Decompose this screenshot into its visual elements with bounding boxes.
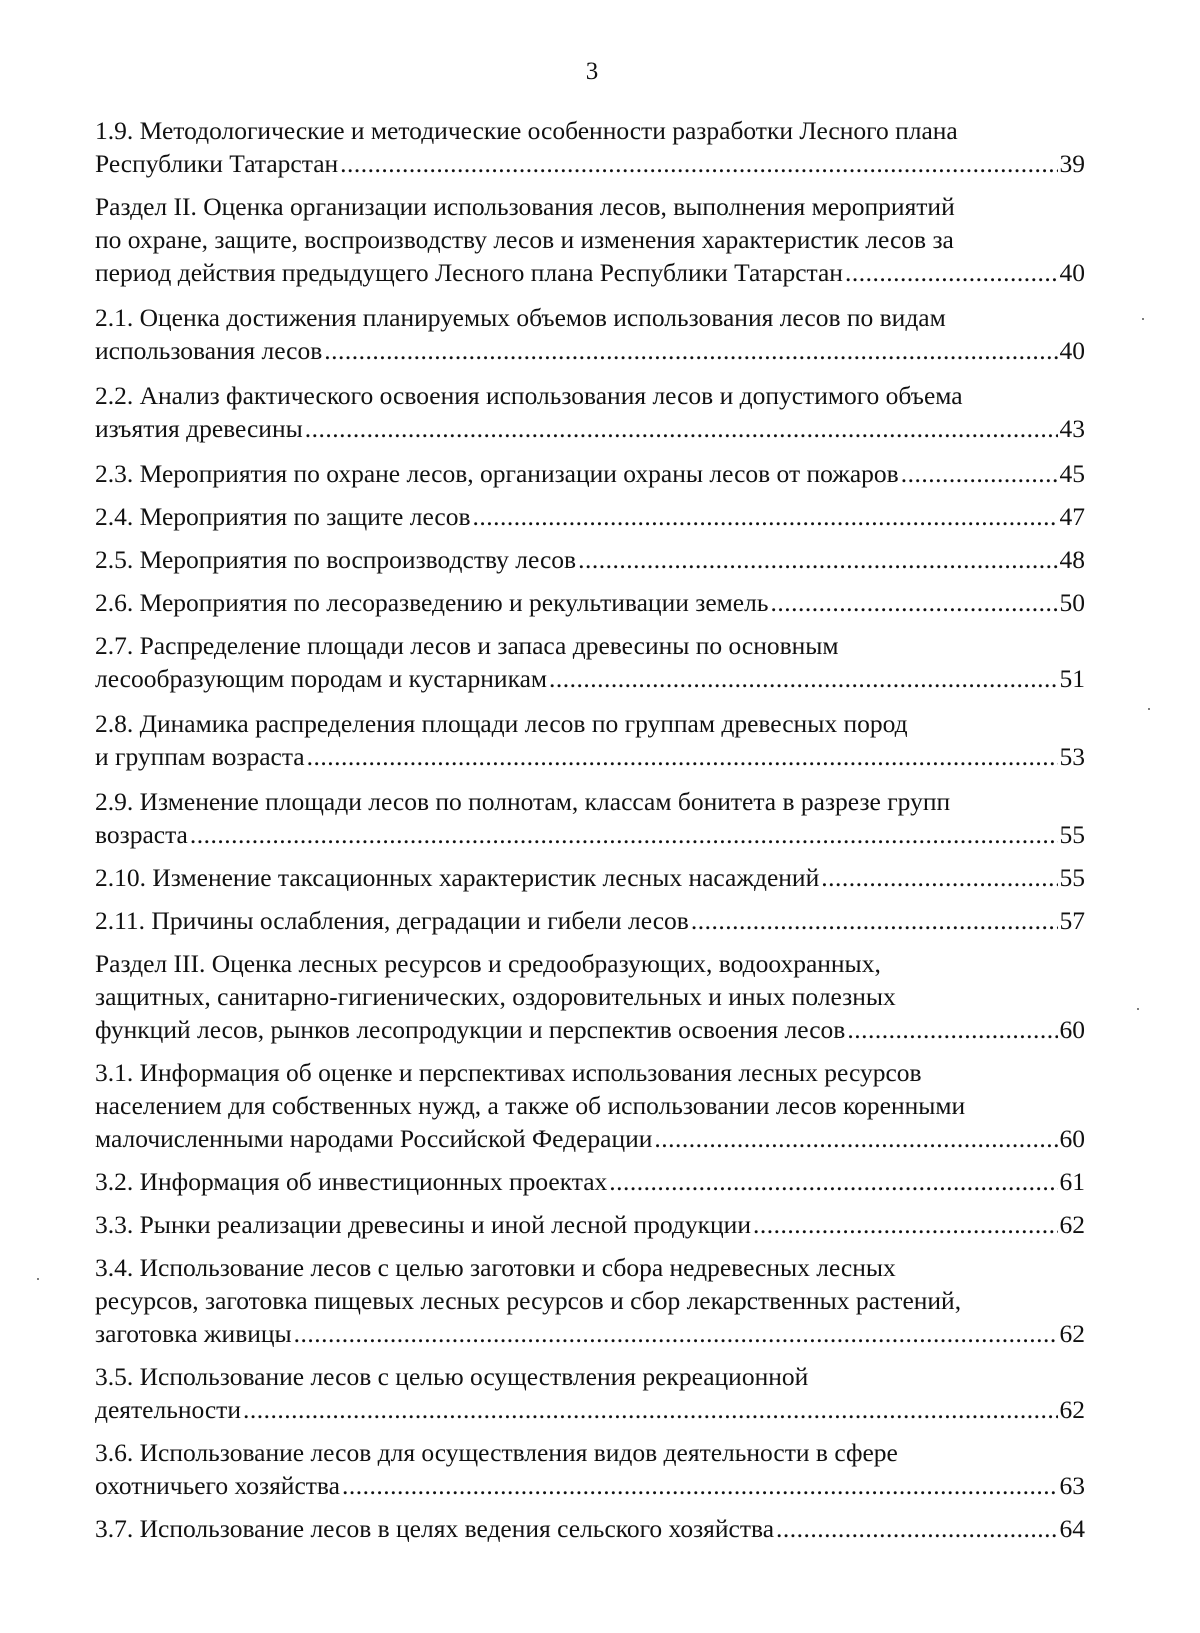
toc-entry-line: период действия предыдущего Лесного плана Республики Татарстан bbox=[95, 258, 843, 287]
dot-leader bbox=[549, 662, 1057, 695]
toc-page-number: 39 bbox=[1059, 149, 1085, 178]
scan-speck bbox=[1137, 1008, 1139, 1010]
toc-page-number: 55 bbox=[1059, 863, 1085, 892]
toc-entry-line: 3.1. Информация об оценке и перспективах использования лесных ресурсов bbox=[95, 1058, 922, 1087]
toc-page-number: 43 bbox=[1059, 414, 1085, 443]
toc-page-number: 63 bbox=[1059, 1471, 1085, 1500]
toc-entry bbox=[95, 457, 1085, 490]
toc-page-number: 40 bbox=[1059, 336, 1085, 365]
dot-leader bbox=[654, 1122, 1057, 1155]
dot-leader bbox=[243, 1393, 1058, 1426]
toc-page-number: 61 bbox=[1059, 1167, 1085, 1196]
toc-entry bbox=[95, 1512, 1085, 1545]
dot-leader bbox=[294, 1317, 1058, 1350]
toc-entry bbox=[95, 301, 1085, 367]
toc-entry-line: малочисленными народами Российской Федерации bbox=[95, 1124, 653, 1153]
toc-entry-line: использования лесов bbox=[95, 336, 323, 365]
toc-page-number: 53 bbox=[1059, 742, 1085, 771]
toc-entry-line: населением для собственных нужд, а также об использовании лесов коренными bbox=[95, 1091, 966, 1120]
toc-entry-line: 3.2. Информация об инвестиционных проектах bbox=[95, 1167, 608, 1196]
toc-entry-line: 2.10. Изменение таксационных характеристик лесных насаждений bbox=[95, 863, 820, 892]
toc-page-number: 48 bbox=[1059, 545, 1085, 574]
toc-entry-line: по охране, защите, воспроизводству лесов и изменения характеристик лесов за bbox=[95, 225, 954, 254]
toc-entry bbox=[95, 379, 1085, 445]
toc-page-number: 47 bbox=[1059, 502, 1085, 531]
toc-entry-line: защитных, санитарно-гигиенических, оздоровительных и иных полезных bbox=[95, 982, 896, 1011]
dot-leader bbox=[845, 256, 1058, 289]
toc-entry-line: 2.1. Оценка достижения планируемых объемов использования лесов по видам bbox=[95, 303, 946, 332]
toc-entry bbox=[95, 1208, 1085, 1241]
toc-entry-line: 2.11. Причины ослабления, деградации и гибели лесов bbox=[95, 906, 689, 935]
toc-entry bbox=[95, 785, 1085, 851]
toc-entry-line: изъятия древесины bbox=[95, 414, 303, 443]
toc-entry-line: и группам возраста bbox=[95, 742, 305, 771]
toc-entry bbox=[95, 1436, 1085, 1502]
toc-entry-line: 3.4. Использование лесов с целью заготовки и сбора недревесных лесных bbox=[95, 1253, 896, 1282]
toc-entry-line: лесообразующим породам и кустарникам bbox=[95, 664, 548, 693]
toc-entry-line: 2.8. Динамика распределения площади лесов по группам древесных пород bbox=[95, 709, 908, 738]
toc-entry-line: заготовка живицы bbox=[95, 1319, 292, 1348]
dot-leader bbox=[776, 1512, 1057, 1545]
toc-entry-line: 3.7. Использование лесов в целях ведения сельского хозяйства bbox=[95, 1514, 775, 1543]
dot-leader bbox=[307, 740, 1058, 773]
toc-entry-line: 3.3. Рынки реализации древесины и иной лесной продукции bbox=[95, 1210, 751, 1239]
page-number: 3 bbox=[585, 58, 599, 85]
toc-entry-line: деятельности bbox=[95, 1395, 241, 1424]
toc-entry bbox=[95, 500, 1085, 533]
dot-leader bbox=[901, 457, 1058, 490]
toc-entry-line: 1.9. Методологические и методические особенности разработки Лесного плана bbox=[95, 116, 958, 145]
toc-entry-line: 3.5. Использование лесов с целью осуществления рекреационной bbox=[95, 1362, 809, 1391]
toc-entry-line: 2.3. Мероприятия по охране лесов, организации охраны лесов от пожаров bbox=[95, 459, 899, 488]
toc-entry bbox=[95, 904, 1085, 937]
toc-page-number: 62 bbox=[1059, 1319, 1085, 1348]
toc-entry-line: ресурсов, заготовка пищевых лесных ресурсов и сбор лекарственных растений, bbox=[95, 1286, 962, 1315]
toc-entry-line: 2.6. Мероприятия по лесоразведению и рекультивации земель bbox=[95, 588, 769, 617]
toc-page-number: 64 bbox=[1059, 1514, 1085, 1543]
dot-leader bbox=[473, 500, 1058, 533]
toc-page-number: 55 bbox=[1059, 820, 1085, 849]
dot-leader bbox=[609, 1165, 1057, 1198]
dot-leader bbox=[847, 1013, 1057, 1046]
toc-page-number: 57 bbox=[1059, 906, 1085, 935]
dot-leader bbox=[691, 904, 1058, 937]
dot-leader bbox=[190, 818, 1058, 851]
toc-page-number: 40 bbox=[1059, 258, 1085, 287]
toc-entry-line: 3.6. Использование лесов для осуществления видов деятельности в сфере bbox=[95, 1438, 898, 1467]
dot-leader bbox=[821, 861, 1057, 894]
toc-entry-line: охотничьего хозяйства bbox=[95, 1471, 340, 1500]
dot-leader bbox=[753, 1208, 1058, 1241]
toc-entry bbox=[95, 947, 1085, 1046]
toc-entry bbox=[95, 114, 1085, 180]
toc-entry bbox=[95, 586, 1085, 619]
toc-entry-line: Раздел III. Оценка лесных ресурсов и средообразующих, водоохранных, bbox=[95, 949, 881, 978]
dot-leader bbox=[305, 412, 1058, 445]
dot-leader bbox=[324, 334, 1057, 367]
toc-entry bbox=[95, 1360, 1085, 1426]
toc-entry bbox=[95, 861, 1085, 894]
toc-entry bbox=[95, 1165, 1085, 1198]
toc-entry-line: возраста bbox=[95, 820, 188, 849]
table-of-contents bbox=[95, 104, 1085, 1545]
toc-entry bbox=[95, 1251, 1085, 1350]
toc-entry bbox=[95, 190, 1085, 289]
toc-page-number: 62 bbox=[1059, 1395, 1085, 1424]
toc-page-number: 45 bbox=[1059, 459, 1085, 488]
toc-entry bbox=[95, 1056, 1085, 1155]
toc-entry-line: 2.5. Мероприятия по воспроизводству лесов bbox=[95, 545, 577, 574]
scan-speck bbox=[1148, 708, 1150, 710]
toc-entry-line: 2.9. Изменение площади лесов по полнотам, классам бонитета в разрезе групп bbox=[95, 787, 951, 816]
scan-speck bbox=[1142, 318, 1144, 320]
toc-page-number: 62 bbox=[1059, 1210, 1085, 1239]
toc-entry-line: 2.4. Мероприятия по защите лесов bbox=[95, 502, 471, 531]
toc-entry-line: 2.7. Распределение площади лесов и запаса древесины по основным bbox=[95, 631, 839, 660]
toc-page-number: 60 bbox=[1059, 1124, 1085, 1153]
toc-entry bbox=[95, 543, 1085, 576]
toc-page-number: 60 bbox=[1059, 1015, 1085, 1044]
toc-page-number: 50 bbox=[1059, 588, 1085, 617]
toc-entry-line: функций лесов, рынков лесопродукции и перспектив освоения лесов bbox=[95, 1015, 846, 1044]
toc-entry-line: Республики Татарстан bbox=[95, 149, 339, 178]
dot-leader bbox=[578, 543, 1057, 576]
toc-page-number: 51 bbox=[1059, 664, 1085, 693]
dot-leader bbox=[342, 1469, 1058, 1502]
scan-speck bbox=[37, 1278, 39, 1280]
toc-entry bbox=[95, 707, 1085, 773]
dot-leader bbox=[770, 586, 1057, 619]
toc-entry bbox=[95, 629, 1085, 695]
toc-entry-line: 2.2. Анализ фактического освоения использования лесов и допустимого объема bbox=[95, 381, 963, 410]
dot-leader bbox=[340, 147, 1057, 180]
toc-entry-line: Раздел II. Оценка организации использования лесов, выполнения мероприятий bbox=[95, 192, 955, 221]
